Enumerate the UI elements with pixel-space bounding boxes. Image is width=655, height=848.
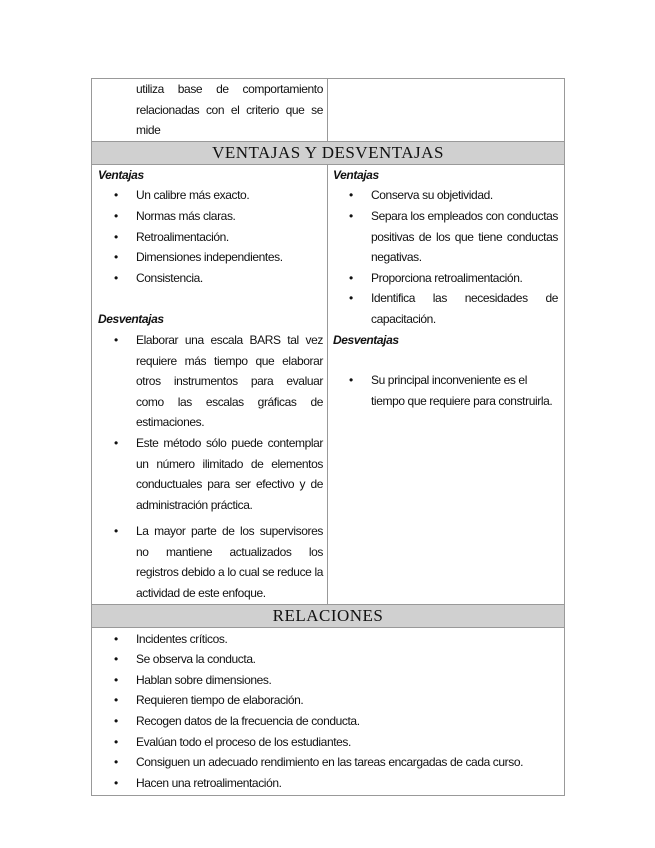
list-item: • Requieren tiempo de elaboración.	[98, 690, 558, 711]
relaciones-row	[92, 628, 564, 796]
list-item: • La mayor parte de los supervisores no mantiene actualizados los registros debido a lo cual se reduce la actividad de este enfoque.	[98, 521, 323, 603]
list-item: • Conserva su objetividad.	[333, 185, 558, 206]
list-item: • Consistencia.	[98, 268, 323, 289]
list-item: • Su principal inconveniente es el tiempo que requiere para construirla.	[333, 370, 558, 411]
list-item: • Recogen datos de la frecuencia de conducta.	[98, 711, 558, 732]
left-column	[92, 165, 328, 604]
list-item: • Consiguen un adecuado rendimiento en las tareas encargadas de cada curso.	[98, 752, 558, 773]
list-item: • Normas más claras.	[98, 206, 323, 227]
list-item: • Un calibre más exacto.	[98, 185, 323, 206]
list-item: • Proporciona retroalimentación.	[333, 268, 558, 289]
section-header-relaciones: RELACIONES	[92, 605, 564, 627]
list-item: • Este método sólo puede contemplar un número ilimitado de elementos conductuales para ser efectivo y de administración práctica.	[98, 433, 323, 515]
left-ventajas-label: Ventajas	[98, 167, 144, 182]
list-item: • Identifica las necesidades de capacitación.	[333, 288, 558, 329]
ventajas-row	[92, 165, 564, 605]
left-ventajas-list	[98, 185, 323, 288]
right-desventajas-list	[333, 370, 558, 411]
left-desventajas-label: Desventajas	[98, 312, 164, 327]
list-item: • Hablan sobre dimensiones.	[98, 670, 558, 691]
top-row	[92, 79, 564, 142]
list-item: • Separa los empleados con conductas positivas de los que tiene conductas negativas.	[333, 206, 558, 268]
left-desventajas-list	[98, 330, 323, 604]
right-desventajas-label: Desventajas	[333, 332, 399, 347]
list-item: • Se observa la conducta.	[98, 649, 558, 670]
list-item: • Evalúan todo el proceso de los estudiantes.	[98, 732, 558, 753]
relaciones-list	[98, 629, 558, 794]
content-table	[91, 78, 565, 796]
top-right-cell	[328, 79, 564, 141]
list-item: • Incidentes críticos.	[98, 629, 558, 650]
right-ventajas-label: Ventajas	[333, 167, 379, 182]
section-header-ventajas-desventajas: VENTAJAS Y DESVENTAJAS	[92, 142, 564, 164]
list-item: • Dimensiones independientes.	[98, 247, 323, 268]
list-item: • Hacen una retroalimentación.	[98, 773, 558, 794]
list-item: • Retroalimentación.	[98, 227, 323, 248]
top-left-text: utiliza base de comportamiento relacionadas con el criterio que se mide	[136, 82, 323, 138]
right-ventajas-list	[333, 185, 558, 329]
list-item: • Elaborar una escala BARS tal vez requiere más tiempo que elaborar otros instrumentos para evaluar como las escalas gráficas de estimaciones.	[98, 330, 323, 433]
right-column	[328, 165, 564, 604]
